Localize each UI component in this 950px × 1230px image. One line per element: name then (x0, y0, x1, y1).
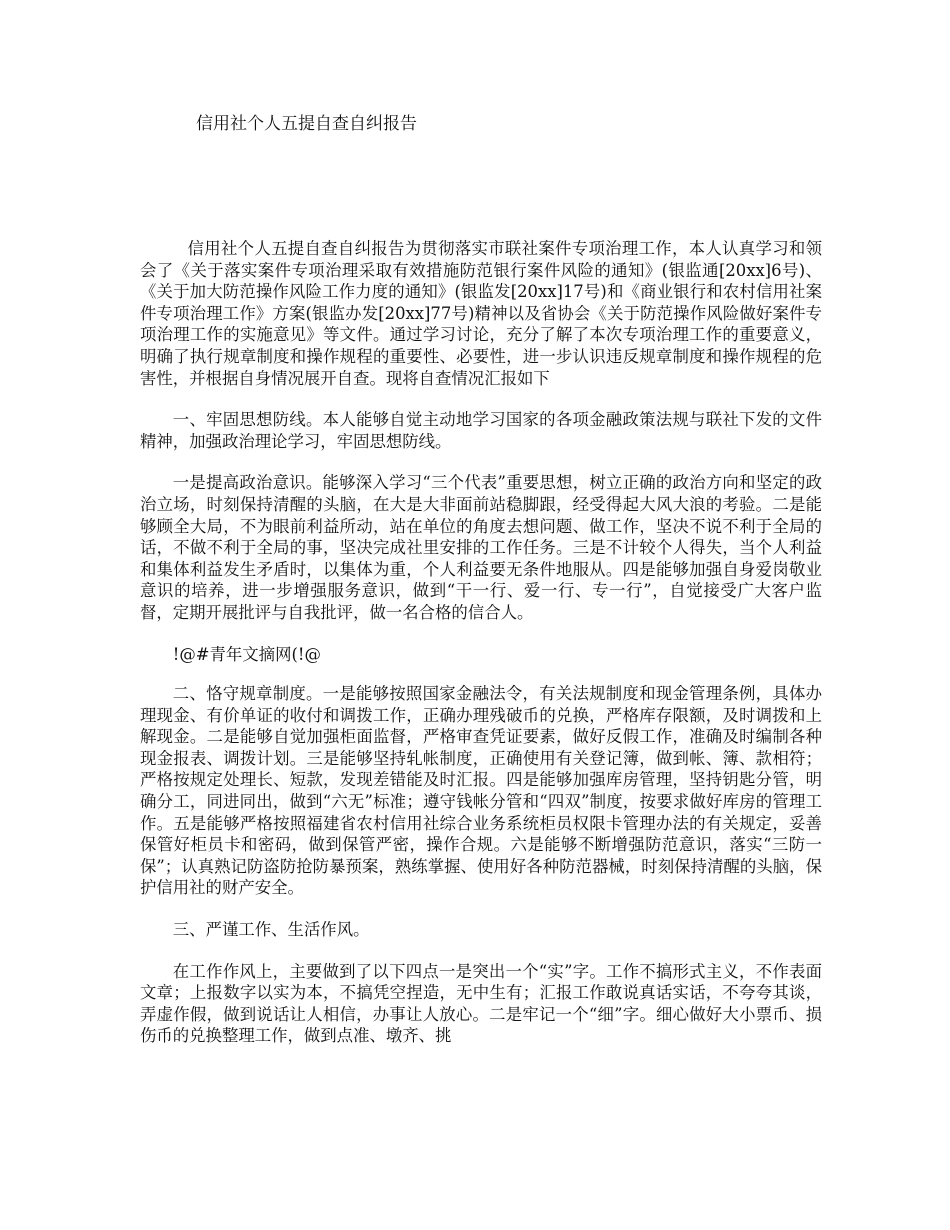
paragraph-section-3-heading: 三、严谨工作、生活作风。 (172, 920, 370, 940)
document-body (140, 238, 822, 1067)
document-title: 信用社个人五提自查自纠报告 (196, 114, 417, 134)
paragraph-work-style: 在工作作风上，主要做到了以下四点一是突出一个“实”字。工作不搞形式主义，不作表面文章；上报数字以实为本，不搞凭空捏造，无中生有；汇报工作敢说真话实话，不夸夸其谈，弄虚作假，做到说话让人相信，办事让人放心。二是牢记一个“细”字。细心做好大小票币、损伤币的兑换整理工作，做到点准、墩齐、挑 (140, 961, 822, 1046)
paragraph-intro: 信用社个人五提自查自纠报告为贯彻落实市联社案件专项治理工作，本人认真学习和领会了《关于落实案件专项治理采取有效措施防范银行案件风险的通知》(银监通[20xx]6号)、《关于加大防范操作风险工作力度的通知》(银监发[20xx]17号)和《商业银行和农村信用社案件专项治理工作》方案(银监办发[20xx]77号)精神以及省协会《关于防范操作风险做好案件专项治理工作的实施意见》等文件。通过学习讨论，充分了解了本次专项治理工作的重要意义，明确了执行规章制度和操作规程的重要性、必要性，进一步认识违反规章制度和操作规程的危害性，并根据自身情况展开自查。现将自查情况汇报如下 (140, 239, 822, 388)
paragraph-watermark-line: !@#青年文摘网(!@ (172, 644, 321, 664)
paragraph-political-awareness: 一是提高政治意识。能够深入学习“三个代表”重要思想，树立正确的政治方向和坚定的政治立场，时刻保持清醒的头脑，在大是大非面前站稳脚跟，经受得起大风大浪的考验。二是能够顾全大局，不为眼前利益所动，站在单位的角度去想问题、做工作，坚决不说不利于全局的话，不做不利于全局的事，坚决完成社里安排的工作任务。三是不计较个人得失，当个人利益和集体利益发生矛盾时，以集体为重，个人利益要无条件地服从。四是能够加强自身爱岗敬业意识的培养，进一步增强服务意识，做到“干一行、爱一行、专一行”，自觉接受广大客户监督，定期开展批评与自我批评，做一名合格的信合人。 (140, 473, 822, 622)
paragraph-section-2-rules: 二、恪守规章制度。一是能够按照国家金融法令，有关法规制度和现金管理条例，具体办理现金、有价单证的收付和调拨工作，正确办理残破币的兑换，严格库存限额，及时调拨和上解现金。二是能够自觉加强柜面监督，严格审查凭证要素，做好反假工作，准确及时编制各种现金报表、调拨计划。三是能够坚持轧帐制度，正确使用有关登记簿，做到帐、簿、款相符；严格按规定处理长、短款，发现差错能及时汇报。四是能够加强库房管理，坚持钥匙分管，明确分工，同进同出，做到“六无”标准；遵守钱帐分管和“四双”制度，按要求做好库房的管理工作。五是能够严格按照福建省农村信用社综合业务系统柜员权限卡管理办法的有关规定，妥善保管好柜员卡和密码，做到保管严密，操作合规。六是能够不断增强防范意识，落实“三防一保”；认真熟记防盗防抢防暴预案，熟练掌握、使用好各种防范器械，时刻保持清醒的头脑，保护信用社的财产安全。 (140, 684, 822, 898)
paragraph-section-1-heading: 一、牢固思想防线。本人能够自觉主动地学习国家的各项金融政策法规与联社下发的文件精神，加强政治理论学习，牢固思想防线。 (140, 410, 822, 451)
